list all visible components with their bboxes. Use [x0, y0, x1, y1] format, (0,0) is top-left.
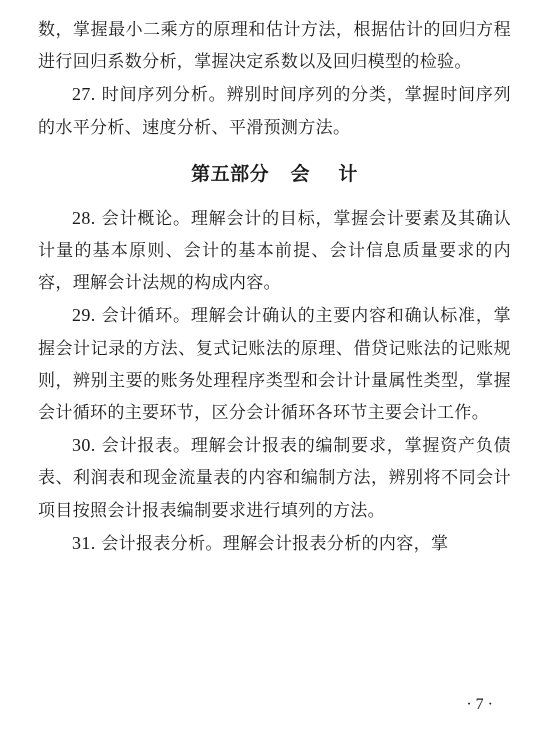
- paragraph-text: 会计报表。理解会计报表的编制要求，掌握资产负债表、利润表和现金流量表的内容和编制方法，辨别将不同会计项目按照会计报表编制要求进行填列的方法。: [38, 436, 511, 521]
- paragraph-text: 时间序列分析。辨别时间序列的分类，掌握时间序列的水平分析、速度分析、平滑预测方法。: [38, 85, 511, 138]
- paragraph-text: 数，掌握最小二乘方的原理和估计方法，根据估计的回归方程进行回归系数分析，掌握决定系数以及回归模型的检验。: [38, 20, 511, 73]
- paragraph-number: 29.: [72, 305, 96, 326]
- paragraph-28: [38, 202, 511, 300]
- paragraph-number: 28.: [72, 207, 96, 228]
- paragraph-text: 会计报表分析。理解会计报表分析的内容，掌: [101, 533, 449, 554]
- paragraph-31: [38, 527, 511, 560]
- paragraph-text: 会计循环。理解会计确认的主要内容和确认标准，掌握会计记录的方法、复式记账法的原理、借贷记账法的记账规则，辨别主要的账务处理程序类型和会计计量属性类型，掌握会计循环的主要环节，区分会计循环各环节主要会计工作。: [38, 306, 511, 424]
- paragraph-30: [38, 429, 511, 527]
- paragraph-text: 会计概论。理解会计的目标，掌握会计要素及其确认计量的基本原则、会计的基本前提、会计信息质量要求的内容，理解会计法规的构成内容。: [38, 208, 511, 294]
- page-number: · 7 ·: [466, 696, 493, 713]
- section-title: 第五部分 会 计: [191, 162, 358, 185]
- paragraph-27: [38, 78, 511, 143]
- paragraph-26-continuation: [38, 14, 511, 78]
- paragraph-29: [38, 299, 511, 429]
- paragraph-number: 30.: [72, 435, 96, 456]
- paragraph-number: 31.: [72, 532, 96, 553]
- paragraph-number: 27.: [72, 84, 96, 105]
